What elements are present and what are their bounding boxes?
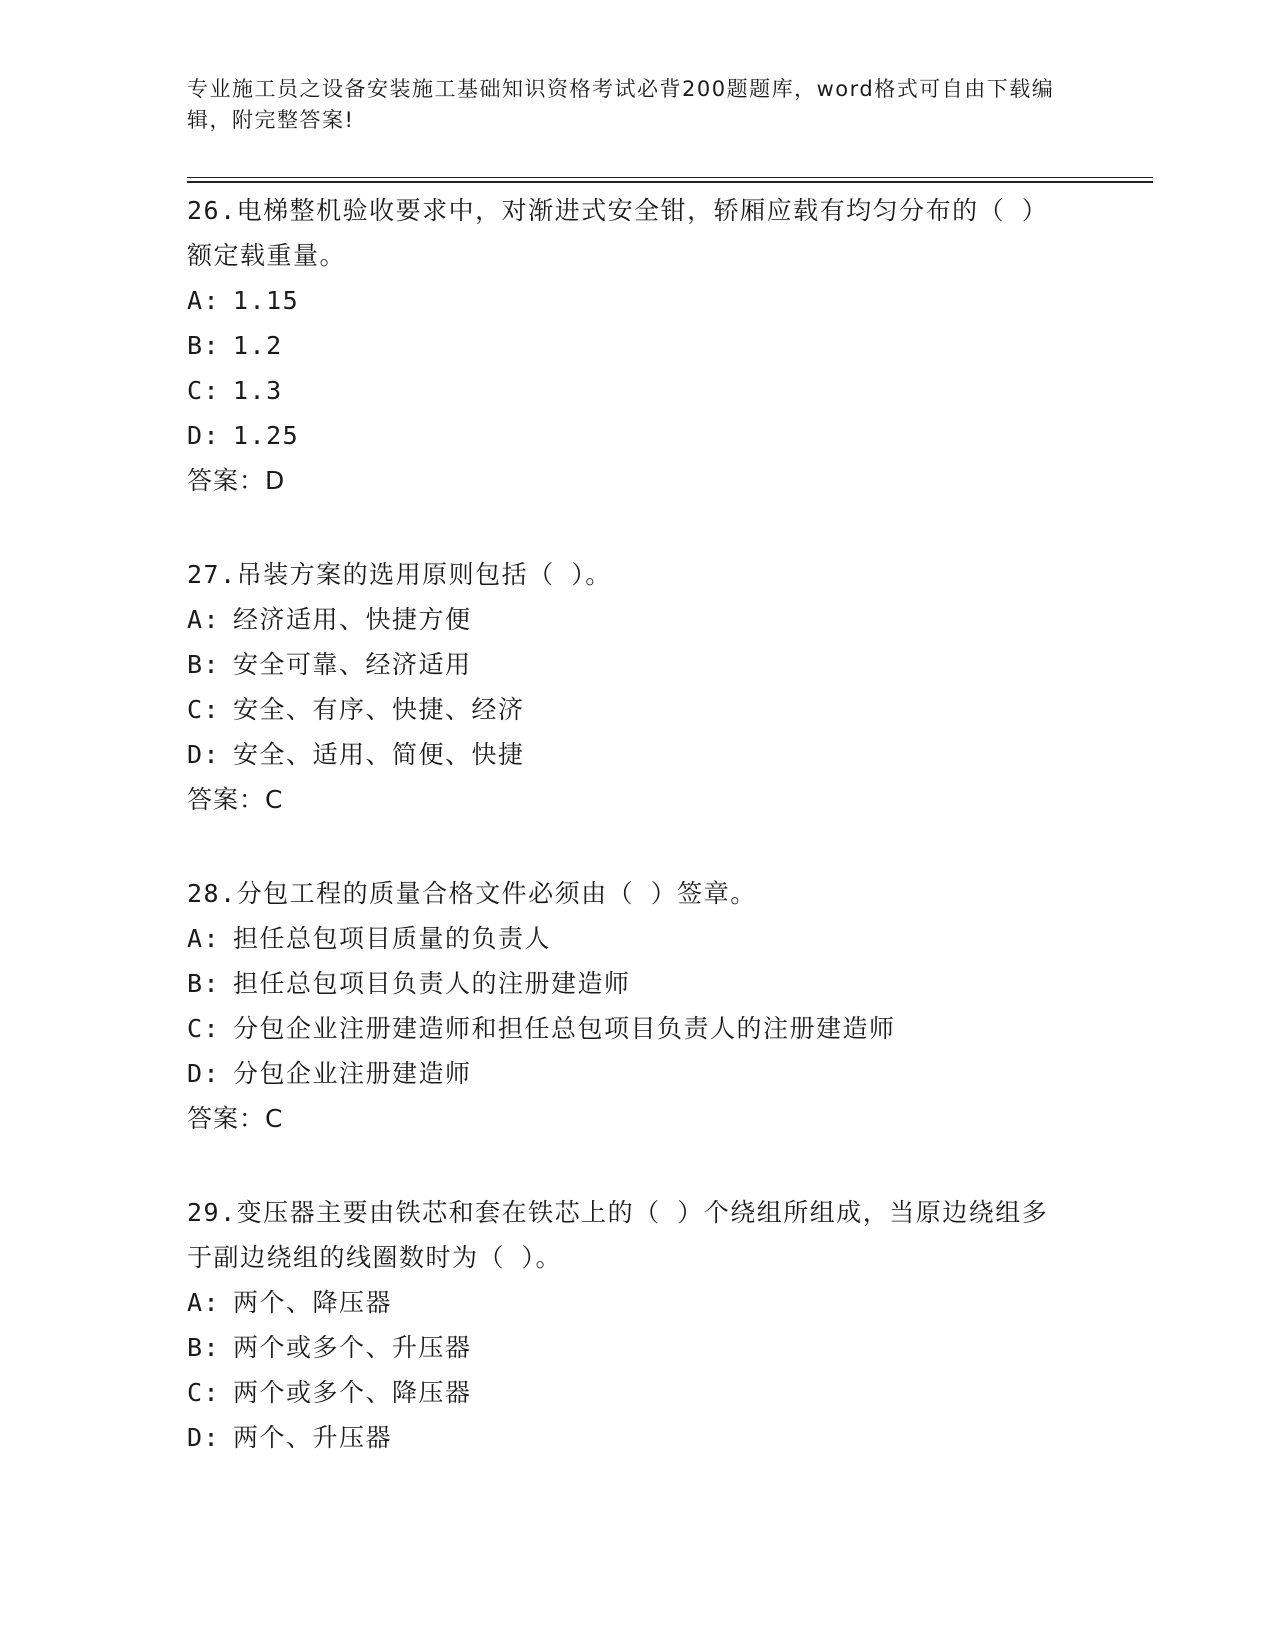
option-letter: A: [187, 605, 221, 634]
option-b [187, 961, 1147, 1006]
option-letter: D: [187, 1059, 221, 1088]
option-a [187, 597, 1147, 642]
answer-line: 答案：C [187, 1104, 284, 1133]
option-letter: B: [187, 331, 221, 360]
option-text: 1.25 [233, 421, 300, 450]
option-text: 两个、降压器 [233, 1288, 393, 1317]
option-d [187, 732, 1147, 777]
question-item [187, 188, 1147, 503]
option-letter: C: [187, 1014, 221, 1043]
option-text: 安全可靠、经济适用 [233, 650, 472, 679]
option-d [187, 1415, 1147, 1460]
option-c [187, 368, 1147, 413]
option-letter: C: [187, 376, 221, 405]
option-text: 分包企业注册建造师 [233, 1059, 472, 1088]
question-stem: 28.分包工程的质量合格文件必须由（ ）签章。 [187, 879, 757, 908]
option-text: 两个、升压器 [233, 1423, 393, 1452]
option-a [187, 278, 1147, 323]
option-c [187, 687, 1147, 732]
option-text: 1.2 [233, 331, 283, 360]
question-item [187, 871, 1147, 1141]
option-a [187, 916, 1147, 961]
option-d [187, 413, 1147, 458]
option-letter: B: [187, 969, 221, 998]
option-text: 经济适用、快捷方便 [233, 605, 472, 634]
option-letter: A: [187, 924, 221, 953]
option-c [187, 1006, 1147, 1051]
answer-line: 答案：C [187, 785, 284, 814]
option-text: 安全、有序、快捷、经济 [233, 695, 525, 724]
option-text: 1.3 [233, 376, 283, 405]
option-b [187, 1325, 1147, 1370]
question-item [187, 1190, 1147, 1460]
option-b [187, 642, 1147, 687]
option-letter: D: [187, 1423, 221, 1452]
question-list [187, 188, 1147, 1509]
option-a [187, 1280, 1147, 1325]
document-title: 专业施工员之设备安装施工基础知识资格考试必背200题题库，word格式可自由下载编辑，附完整答案! [187, 77, 1055, 132]
option-letter: A: [187, 286, 221, 315]
option-text: 分包企业注册建造师和担任总包项目负责人的注册建造师 [233, 1014, 896, 1043]
question-stem: 27.吊装方案的选用原则包括（ ）。 [187, 560, 612, 589]
header-divider-top [187, 177, 1153, 178]
option-letter: D: [187, 421, 221, 450]
option-b [187, 323, 1147, 368]
option-letter: C: [187, 695, 221, 724]
question-item [187, 552, 1147, 822]
option-text: 担任总包项目质量的负责人 [233, 924, 552, 953]
header-divider-bottom [187, 181, 1153, 183]
option-letter: C: [187, 1378, 221, 1407]
option-text: 1.15 [233, 286, 300, 315]
question-stem: 29.变压器主要由铁芯和套在铁芯上的（ ）个绕组所组成，当原边绕组多于副边绕组的线圈数时为（ ）。 [187, 1198, 1049, 1272]
option-text: 两个或多个、升压器 [233, 1333, 472, 1362]
option-c [187, 1370, 1147, 1415]
option-letter: A: [187, 1288, 221, 1317]
answer-line: 答案：D [187, 466, 286, 495]
option-d [187, 1051, 1147, 1096]
option-text: 安全、适用、简便、快捷 [233, 740, 525, 769]
option-letter: B: [187, 1333, 221, 1362]
option-text: 两个或多个、降压器 [233, 1378, 472, 1407]
option-text: 担任总包项目负责人的注册建造师 [233, 969, 631, 998]
option-letter: D: [187, 740, 221, 769]
question-stem: 26.电梯整机验收要求中，对渐进式安全钳，轿厢应载有均匀分布的（ ）额定载重量。 [187, 196, 1049, 270]
option-letter: B: [187, 650, 221, 679]
